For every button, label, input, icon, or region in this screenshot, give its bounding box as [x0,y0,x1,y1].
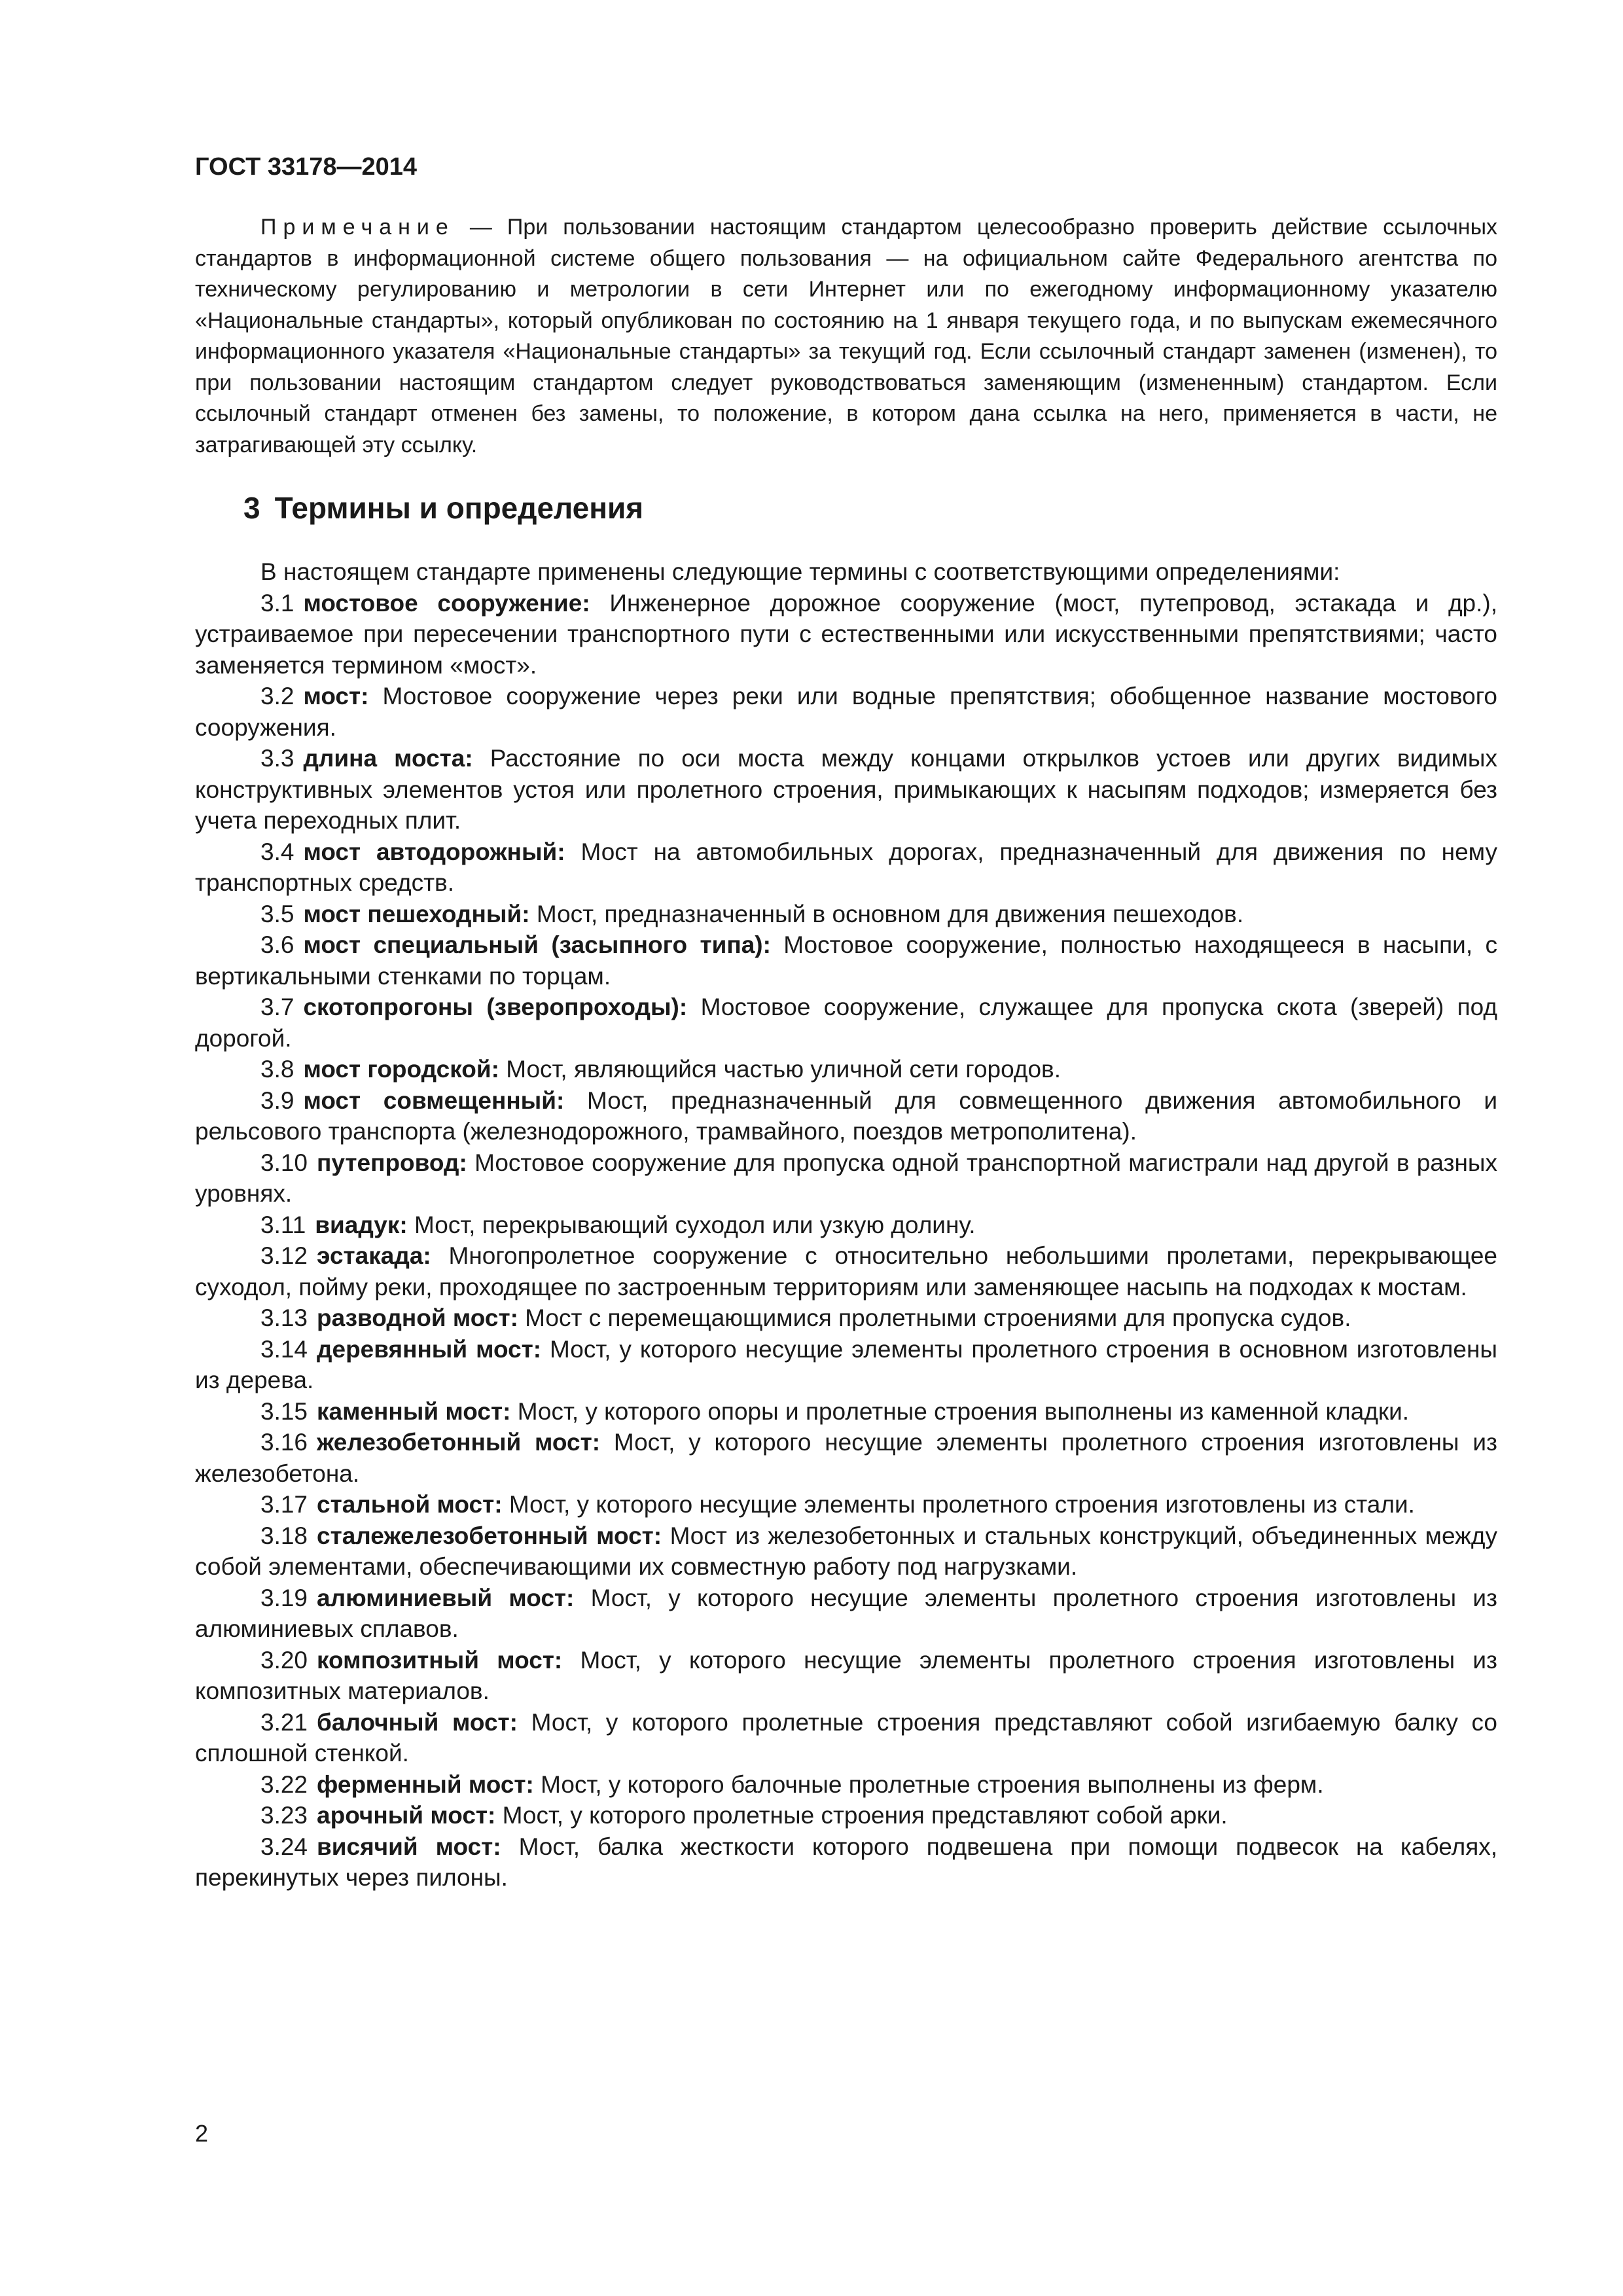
term-entry [195,1240,1497,1302]
term-definition: Мост, предназначенный в основном для движения пешеходов. [536,900,1244,927]
term-number: 3.22 [260,1770,308,1798]
term-entry [195,1210,1497,1241]
term-definition: Мост, у которого несущие элементы пролетного строения изготовлены из стали. [508,1491,1415,1518]
term-number: 3.21 [260,1708,308,1736]
term-number: 3.3 [260,745,294,772]
term-entry [195,1831,1497,1893]
term-entry [195,1769,1497,1801]
term-entry [195,1054,1497,1085]
term-name: композитный мост: [317,1646,563,1674]
term-number: 3.20 [260,1646,308,1674]
note-dash: — [454,215,507,240]
term-name: мост: [303,683,369,709]
term-definition: Мост, являющийся частью уличной сети городов. [506,1056,1061,1083]
term-definition: Мостовое сооружение через реки или водные препятствия; обобщенное название мостового сооружения. [195,683,1498,741]
term-name: разводной мост: [317,1304,518,1331]
term-number: 3.7 [260,994,294,1020]
term-entry [195,1302,1497,1334]
term-number: 3.23 [260,1802,308,1829]
term-name: виадук: [315,1211,408,1238]
term-number: 3.17 [260,1491,308,1518]
term-name: алюминиевый мост: [317,1584,575,1611]
term-definition: Мостовое сооружение, служащее для пропуска скота (зверей) под дорогой. [195,994,1498,1052]
term-definition: Мост, у которого пролетные строения представляют собой арки. [502,1802,1228,1829]
section-heading [195,488,1497,528]
term-number: 3.1 [260,589,294,617]
term-entry [195,836,1497,899]
term-number: 3.12 [260,1242,308,1269]
term-definition: Мост из железобетонных и стальных конструкций, объединенных между собой элементами, обеспечивающими их совместную работу под нагрузками. [195,1522,1497,1580]
term-entry [195,743,1497,836]
term-name: мост специальный (засыпного типа): [303,931,771,958]
term-entry [195,1147,1497,1210]
term-number: 3.16 [260,1429,308,1456]
term-entry [195,929,1497,992]
term-definition: Мостовое сооружение для пропуска одной транспортной магистрали над другой в разных уровнях. [195,1149,1498,1207]
term-name: мостовое сооружение: [303,589,590,617]
term-name: висячий мост: [317,1833,501,1860]
note-label: Примечание [260,215,455,240]
term-definition: Мост на автомобильных дорогах, предназначенный для движения по нему транспортных средств. [195,838,1498,896]
term-name: каменный мост: [317,1397,511,1425]
term-definition: Мост, у которого балочные пролетные строения выполнены из ферм. [541,1770,1324,1798]
term-number: 3.9 [260,1086,294,1114]
term-definition: Мостовое сооружение, полностью находящееся в насыпи, с вертикальными стенками по торцам. [195,931,1497,990]
section-number: 3 [243,491,260,525]
term-entry [195,1583,1497,1645]
term-number: 3.19 [260,1584,308,1611]
term-name: эстакада: [317,1242,431,1269]
term-definition: Мост, у которого несущие элементы пролетного строения изготовлены из алюминиевых сплавов. [195,1584,1497,1642]
term-definition: Многопролетное сооружение с относительно небольшими пролетами, перекрывающее суходол, пойму реки, проходящее по застроенным территориям или заменяющее насыпь на подходах к мостам. [195,1242,1497,1300]
term-name: балочный мост: [317,1708,518,1736]
term-definition: Мост, перекрывающий суходол или узкую долину. [414,1211,976,1238]
term-name: сталежелезобетонный мост: [317,1522,662,1549]
term-definition: Мост, у которого опоры и пролетные строения выполнены из каменной кладки. [517,1397,1410,1425]
term-entry [195,1489,1497,1520]
terms-list [195,588,1497,1893]
term-definition: Инженерное дорожное сооружение (мост, путепровод, эстакада и др.), устраиваемое при пересечении транспортного пути с естественными или искусственными препятствиями; часто заменяется термином «мост». [195,589,1498,679]
term-name: мост пешеходный: [303,900,530,927]
term-definition: Расстояние по оси моста между концами открылков устоев или других видимых конструктивных элементов устоя или пролетного строения, примыкающих к насыпям подходов; измеряется без учета переходных плит. [195,745,1498,834]
document-page [195,151,1497,1893]
term-number: 3.4 [260,838,294,865]
term-number: 3.24 [260,1833,308,1860]
document-id: ГОСТ 33178—2014 [195,153,418,181]
term-name: путепровод: [317,1149,467,1176]
term-entry [195,1396,1497,1427]
term-entry [195,1085,1497,1147]
term-name: железобетонный мост: [317,1429,601,1456]
term-number: 3.18 [260,1522,308,1549]
term-number: 3.5 [260,900,294,927]
section-intro: В настоящем стандарте применены следующие термины с соответствующими определениями: [260,558,1340,585]
term-name: стальной мост: [317,1491,503,1518]
term-entry [195,681,1497,743]
term-number: 3.14 [260,1335,308,1363]
term-name: мост совмещенный: [303,1086,565,1114]
term-definition: Мост, предназначенный для совмещенного движения автомобильного и рельсового транспорта (железнодорожного, трамвайного, поездов метрополитена). [195,1086,1497,1145]
term-name: мост городской: [303,1056,499,1083]
term-definition: Мост, балка жесткости которого подвешена при помощи подвесок на кабелях, перекинутых через пилоны. [195,1833,1498,1891]
term-number: 3.8 [260,1056,294,1083]
term-definition: Мост, у которого несущие элементы пролетного строения в основном изготовлены из дерева. [195,1335,1497,1393]
term-name: скотопрогоны (зверопроходы): [303,994,688,1020]
page-number: 2 [195,2120,209,2147]
term-number: 3.2 [260,683,294,709]
term-entry [195,899,1497,930]
term-definition: Мост, у которого пролетные строения представляют собой изгибаемую балку со сплошной стенкой. [195,1708,1497,1767]
note-paragraph [195,212,1497,461]
term-definition: Мост, у которого несущие элементы пролетного строения изготовлены из железобетона. [195,1429,1497,1487]
term-definition: Мост, у которого несущие элементы пролетного строения изготовлены из композитных материалов. [195,1646,1497,1704]
term-entry [195,1427,1497,1489]
term-definition: Мост с перемещающимися пролетными строениями для пропуска судов. [525,1304,1351,1331]
term-entry [195,1334,1497,1396]
term-entry [195,1645,1497,1707]
term-name: деревянный мост: [317,1335,542,1363]
term-entry [195,1520,1497,1583]
term-number: 3.6 [260,931,294,958]
term-name: длина моста: [303,745,473,772]
term-number: 3.10 [260,1149,308,1176]
term-entry [195,1707,1497,1769]
term-number: 3.11 [260,1211,306,1238]
term-entry [195,588,1497,681]
term-entry [195,1800,1497,1831]
term-number: 3.15 [260,1397,308,1425]
term-entry [195,992,1497,1054]
term-number: 3.13 [260,1304,308,1331]
term-name: ферменный мост: [317,1770,534,1798]
term-name: мост автодорожный: [303,838,565,865]
note-text: При пользовании настоящим стандартом целесообразно проверить действие ссылочных стандартов в информационной системе общего пользования — на официальном сайте Федерального агентства по техническому регулированию и метрологии в сети Интернет или по ежегодному информационному указателю «Национальные стандарты», который опубликован по состоянию на 1 января текущего года, и по выпускам ежемесячного информационного указателя «Национальные стандарты» за текущий год. Если ссылочный стандарт заменен (изменен), то при пользовании настоящим стандартом следует руководствоваться заменяющим (измененным) стандартом. Если ссылочный стандарт отменен без замены, то положение, в котором дана ссылка на него, применяется в части, не затрагивающей эту ссылку. [195,215,1498,457]
term-name: арочный мост: [317,1802,496,1829]
section-title: Термины и определения [274,491,644,525]
